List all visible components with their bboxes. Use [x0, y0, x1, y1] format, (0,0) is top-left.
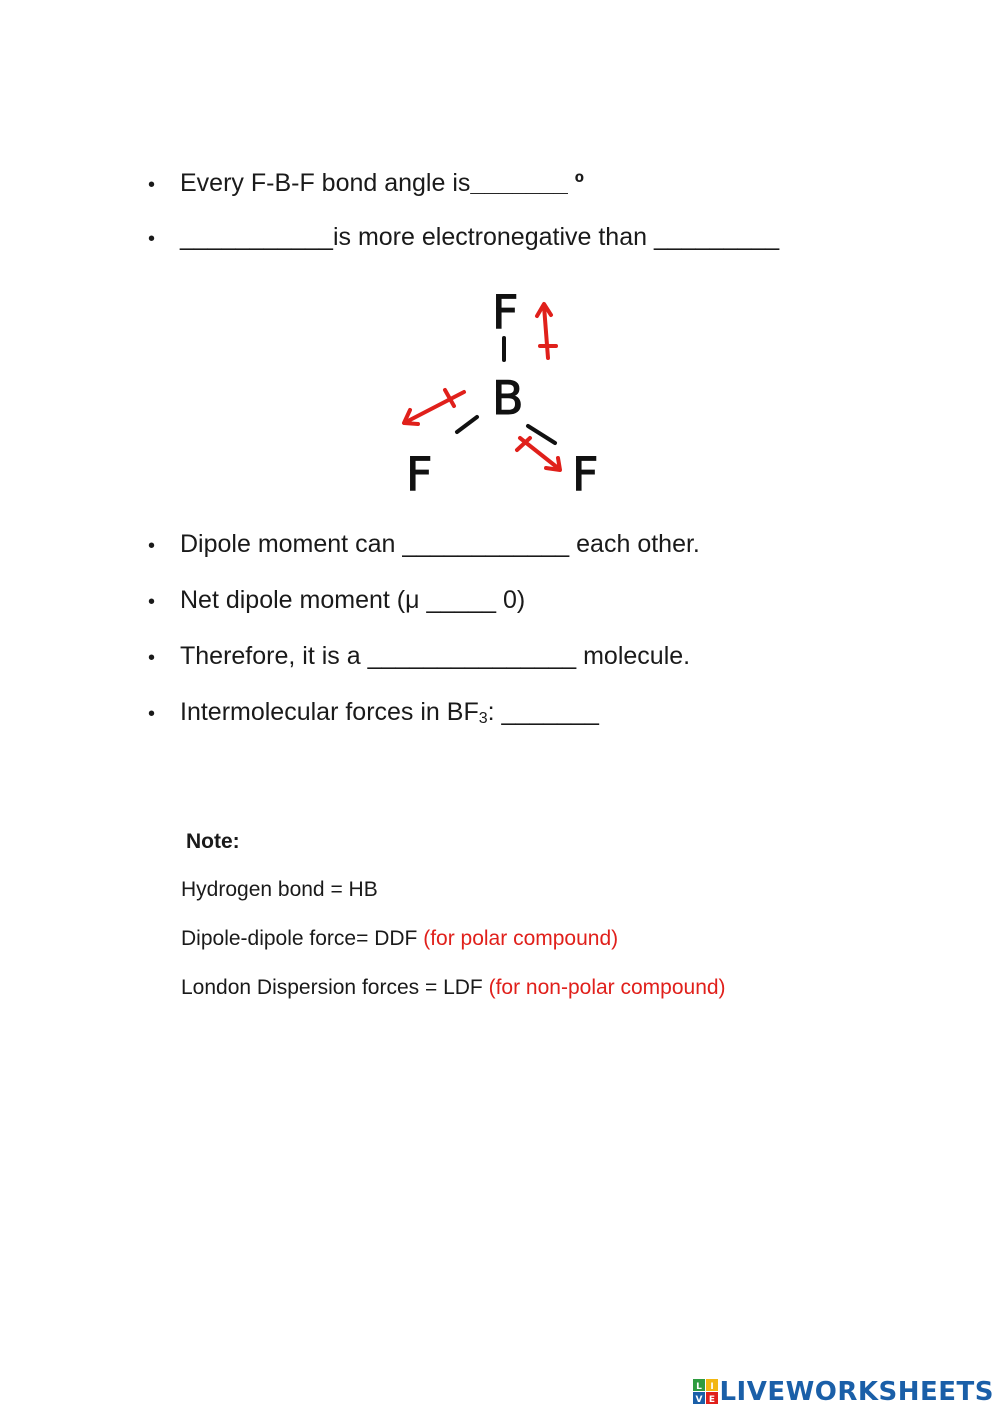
- question-polarity: • Therefore, it is a _______________ molecule.: [148, 641, 690, 673]
- bond-line-left: [457, 417, 477, 432]
- bullet-icon: •: [148, 647, 156, 669]
- dipole-arrow-left: [404, 390, 464, 424]
- question-dipole-cancel: • Dipole moment can ____________ each other.: [148, 529, 700, 561]
- atom-f-left: F: [406, 447, 433, 500]
- answer-blank[interactable]: _________: [653, 223, 780, 251]
- bullet-icon: •: [148, 703, 156, 725]
- atom-f-top: F: [492, 285, 519, 339]
- atom-f-right: F: [572, 447, 599, 500]
- answer-blank[interactable]: _______: [470, 169, 568, 197]
- note-line-hb: Hydrogen bond = HB: [181, 878, 378, 901]
- question-net-dipole: • Net dipole moment (μ _____ 0): [148, 585, 525, 617]
- liveworksheets-brand: [693, 1377, 994, 1407]
- answer-blank[interactable]: _______________: [367, 642, 577, 670]
- bullet-icon: •: [148, 228, 156, 250]
- question-bond-angle: • Every F-B-F bond angle is_______ º: [148, 168, 584, 200]
- note-line-ldf: London Dispersion forces = LDF (for non-polar compound): [181, 976, 726, 999]
- logo-letter: L: [696, 1382, 703, 1392]
- note-line-ddf: Dipole-dipole force= DDF (for polar compound): [181, 927, 619, 950]
- answer-blank[interactable]: _______: [501, 698, 599, 726]
- note-title: Note:: [186, 830, 240, 853]
- question-imf: • Intermolecular forces in $BF_3$: _______: [148, 698, 599, 727]
- answer-blank[interactable]: ___________: [180, 223, 333, 251]
- dipole-arrow-top: [537, 304, 556, 358]
- logo-letter: I: [710, 1382, 715, 1392]
- bf3-structure-diagram: [380, 280, 620, 500]
- bullet-icon: •: [148, 535, 156, 557]
- logo-letter: E: [709, 1395, 716, 1405]
- bullet-icon: •: [148, 174, 156, 196]
- brand-name: LIVEWORKSHEETS: [719, 1377, 994, 1407]
- bullet-icon: •: [148, 591, 156, 613]
- question-electronegativity: • ___________is more electronegative than _________: [148, 222, 779, 254]
- liveworksheets-logo-icon: [693, 1379, 719, 1405]
- answer-blank[interactable]: _____: [426, 586, 496, 614]
- logo-letter: V: [695, 1395, 703, 1405]
- bond-line-right: [528, 426, 555, 443]
- answer-blank[interactable]: ____________: [402, 530, 570, 558]
- atom-b-center: B: [492, 371, 524, 425]
